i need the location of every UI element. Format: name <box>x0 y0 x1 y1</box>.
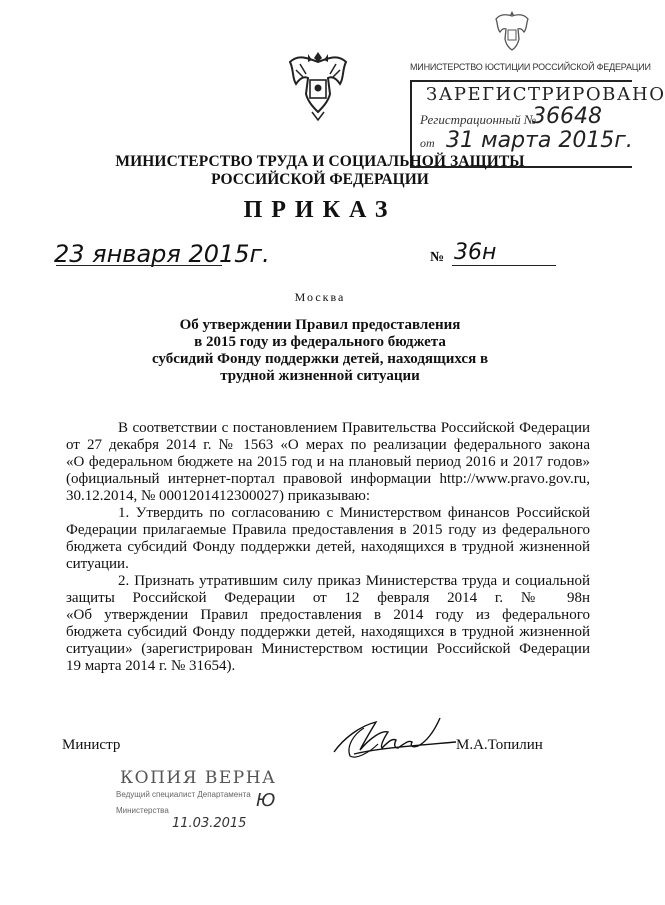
order-date: 23 января 2015г. <box>54 240 270 268</box>
subject-line: Об утверждении Правил предоставления <box>179 317 461 333</box>
registration-date-label: от <box>420 136 435 150</box>
registration-date-value: 31 марта 2015г. <box>446 128 633 153</box>
registration-number-value: 36648 <box>532 104 602 129</box>
subject-line: субсидий Фонду поддержки детей, находящихся в <box>151 351 489 367</box>
copy-stamp-signature: Ю <box>256 790 276 811</box>
document-type-title: ПРИКАЗ <box>243 197 397 223</box>
number-sign: № <box>430 250 445 265</box>
order-number: 36н <box>454 240 497 265</box>
body-line: от 27 декабря 2014 г. № 1563 «О мерах по реализации федерального закона <box>66 437 590 453</box>
handwritten-signature <box>330 708 460 768</box>
ministry-name-line1: МИНИСТЕРСТВО ТРУДА И СОЦИАЛЬНОЙ ЗАЩИТЫ <box>115 153 525 170</box>
copy-stamp-title: КОПИЯ ВЕРНА <box>120 768 277 788</box>
body-line: защиты Российской Федерации от 12 февраля 2014 г. № 98н <box>66 590 590 606</box>
city: Москва <box>294 290 346 304</box>
number-underline <box>452 265 556 266</box>
copy-stamp-date: 11.03.2015 <box>172 816 247 831</box>
intro-paragraph <box>66 420 590 505</box>
body-line: 30.12.2014, № 0001201412300027) приказываю: <box>66 488 370 504</box>
body-line: (официальный интернет-портал правовой информации http://www.pravo.gov.ru, <box>66 471 590 487</box>
order-subject <box>120 317 520 385</box>
order-body <box>66 420 590 675</box>
date-underline <box>56 265 222 266</box>
body-line: «О федеральном бюджете на 2015 год и на плановый период 2016 и 2017 годов» <box>66 454 590 470</box>
stamp-organization: МИНИСТЕРСТВО ЮСТИЦИИ РОССИЙСКОЙ ФЕДЕРАЦИИ <box>410 62 651 72</box>
body-line: бюджета субсидий Фонду поддержки детей, находящихся в трудной жизненной <box>66 539 590 555</box>
body-line: ситуации» (зарегистрирован Министерством юстиции Российской Федерации <box>66 641 590 657</box>
body-line: ситуации. <box>66 556 129 572</box>
item-1-paragraph <box>66 505 590 573</box>
body-line: бюджета субсидий Фонду поддержки детей, находящихся в трудной жизненной <box>66 624 590 640</box>
signatory-name: М.А.Топилин <box>456 737 543 753</box>
registration-number-label: Регистрационный № <box>420 112 537 127</box>
copy-stamp-line: Ведущий специалист Департамента <box>116 790 251 799</box>
stamp-title: ЗАРЕГИСТРИРОВАНО <box>426 84 665 105</box>
subject-line: в 2015 году из федерального бюджета <box>194 334 446 350</box>
body-line: Федерации прилагаемые Правила предоставления в 2015 году из федерального <box>66 522 590 538</box>
body-line: 19 марта 2014 г. № 31654). <box>66 658 236 674</box>
body-line: «Об утверждении Правил предоставления в 2014 году из федерального <box>66 607 590 623</box>
subject-line: трудной жизненной ситуации <box>220 368 420 384</box>
coat-of-arms-emblem <box>286 48 350 122</box>
ministry-name-line2: РОССИЙСКОЙ ФЕДЕРАЦИИ <box>211 171 429 188</box>
copy-stamp-line: Министерства <box>116 806 169 815</box>
body-line: 1. Утвердить по согласованию с Министерством финансов Российской <box>118 505 590 521</box>
copy-certification-stamp <box>110 766 370 836</box>
signatory-title: Министр <box>62 737 121 753</box>
stamp-emblem-icon <box>492 10 532 54</box>
registration-stamp <box>398 2 665 170</box>
item-2-paragraph <box>66 573 590 675</box>
body-line: 2. Признать утратившим силу приказ Министерства труда и социальной <box>118 573 590 589</box>
body-line: В соответствии с постановлением Правительства Российской Федерации <box>118 420 590 436</box>
